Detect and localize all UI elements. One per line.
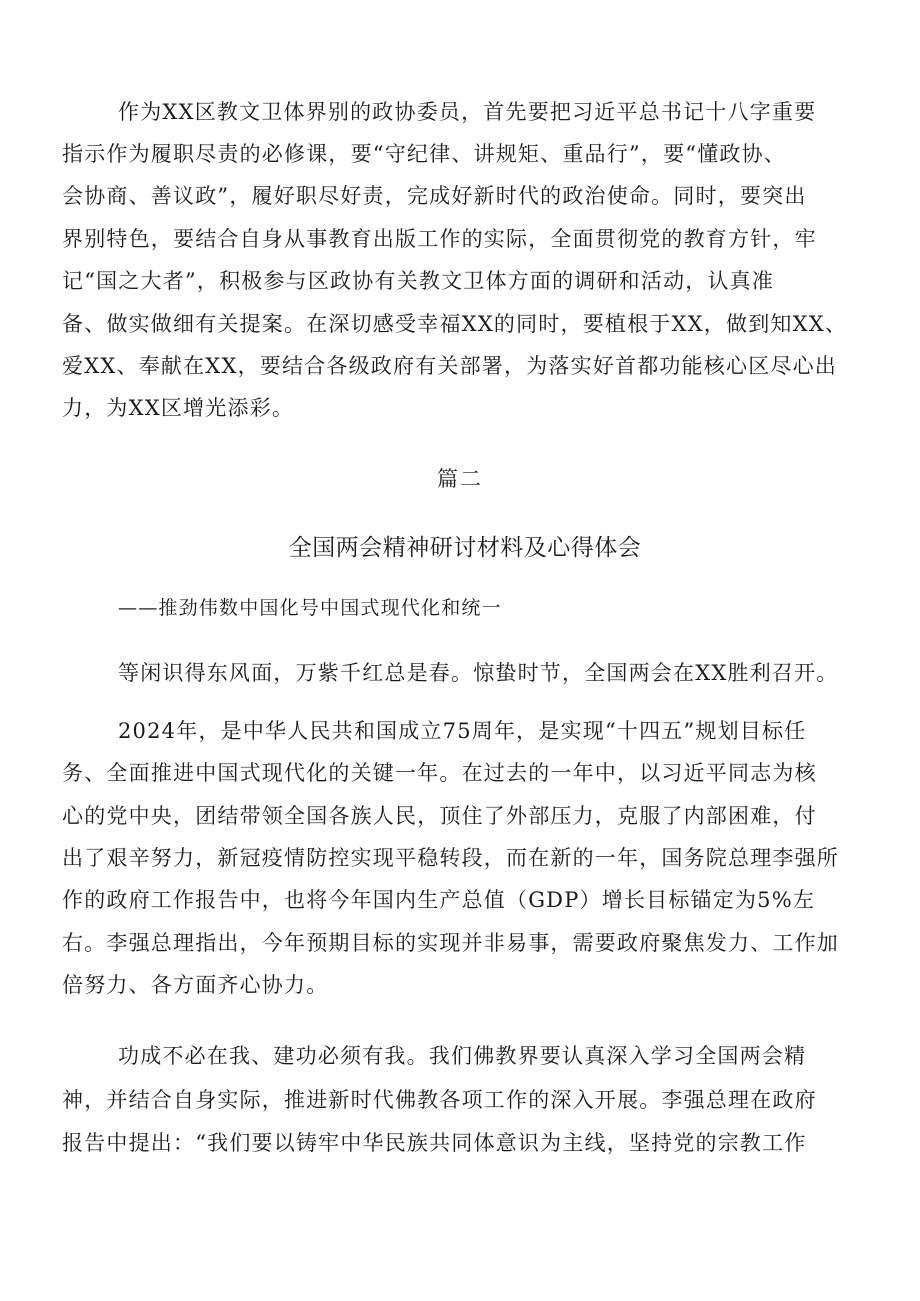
paragraph-line: 记“国之大者”，积极参与区政协有关教文卫体方面的调研和活动，认真准	[62, 269, 775, 293]
paragraph-line: 作的政府工作报告中，也将今年国内生产总值（GDP）增长目标锚定为5%左	[62, 888, 816, 912]
paragraph-line: 界别特色，要结合自身从事教育出版工作的实际，全面贯彻党的教育方针，牢	[62, 227, 817, 251]
paragraph-line: 功成不必在我、建功必须有我。我们佛教界要认真深入学习全国两会精	[118, 1044, 807, 1068]
paragraph-line: 会协商、善议政”，履好职尽好责，完成好新时代的政治使命。同时，要突出	[62, 184, 807, 208]
paragraph-line: 2024年，是中华人民共和国成立75周年，是实现“十四五”规划目标任	[118, 719, 807, 743]
paragraph-line: 报告中提出：“我们要以铸牢中华民族共同体意识为主线，坚持党的宗教工作	[62, 1131, 807, 1155]
paragraph-line: 出了艰辛努力，新冠疫情防控实现平稳转段，而在新的一年，国务院总理李强所	[62, 846, 839, 870]
document-subtitle: ——推劲伟数中国化号中国式现代化和统一	[118, 597, 502, 619]
paragraph-line: 备、做实做细有关提案。在深切感受幸福XX的同时，要植根于XX，做到知XX、	[62, 312, 848, 336]
paragraph-line: 爱XX、奉献在XX，要结合各级政府有关部署，为落实好首都功能核心区尽心出	[62, 354, 837, 378]
paragraph-line: 务、全面推进中国式现代化的关键一年。在过去的一年中，以习近平同志为核	[62, 761, 817, 785]
paragraph-line: 倍努力、各方面齐心协力。	[62, 973, 329, 997]
paragraph-line: 作为XX区教文卫体界别的政协委员，首先要把习近平总书记十八字重要	[118, 100, 817, 124]
paragraph-line: 等闲识得东风面，万紫千红总是春。惊蛰时节，全国两会在XX胜利召开。	[118, 661, 839, 685]
paragraph-line: 心的党中央，团结带领全国各族人民，顶住了外部压力，克服了内部困难，付	[62, 804, 817, 828]
paragraph-line: 力，为XX区增光添彩。	[62, 396, 295, 420]
paragraph-line: 神，并结合自身实际，推进新时代佛教各项工作的深入开展。李强总理在政府	[62, 1088, 817, 1112]
section-label: 篇二	[437, 467, 483, 491]
paragraph-line: 指示作为履职尽责的必修课，要“守纪律、讲规矩、重品行”，要“懂政协、	[62, 142, 787, 166]
document-title: 全国两会精神研讨材料及心得体会	[288, 535, 642, 561]
paragraph-line: 右。李强总理指出，今年预期目标的实现并非易事，需要政府聚焦发力、工作加	[62, 931, 839, 955]
